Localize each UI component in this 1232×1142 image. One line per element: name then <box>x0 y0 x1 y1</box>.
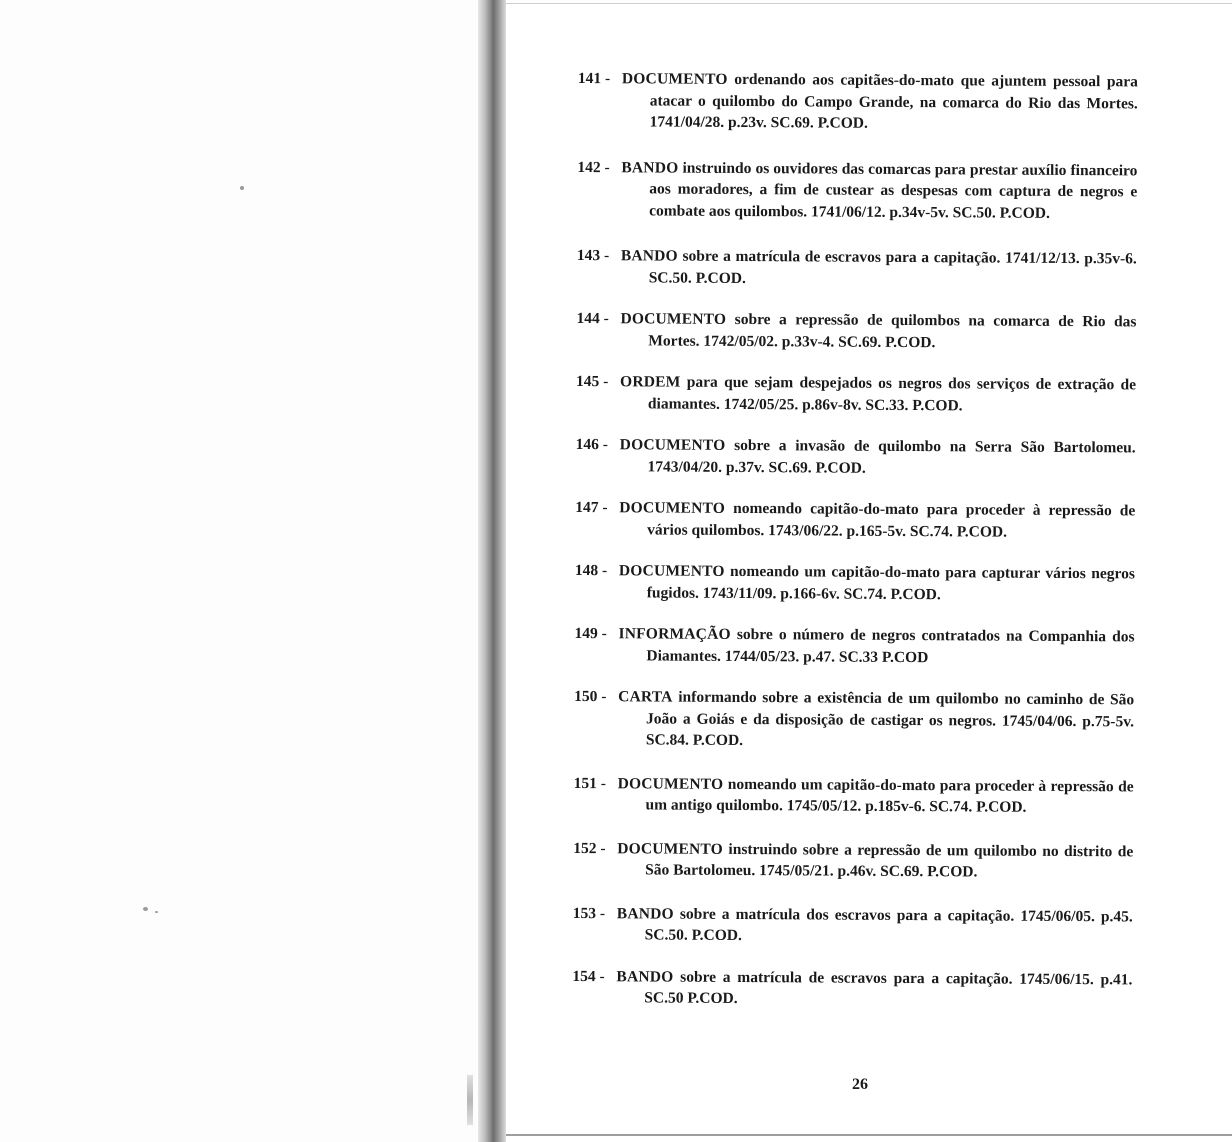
page-number: 26 <box>852 1076 868 1093</box>
entry-number: 150 - <box>574 687 607 706</box>
catalog-entry <box>572 965 1132 1011</box>
entry-number: 146 - <box>575 435 609 454</box>
entry-text: nomeando um capitão-do-mato para proceder à repressão de um antigo quilombo. 1745/05/12. p.185v-6. SC.74. P.COD. <box>645 775 1134 816</box>
entry-text: nomeando um capitão-do-mato para capturar vários negros fugidos. 1743/11/09. p.166-6v. SC.74. P.COD. <box>646 562 1135 603</box>
entry-text: sobre a matrícula de escravos para a capitação. 1745/06/15. p.41. SC.50 P.COD. <box>644 968 1133 1007</box>
entry-text: sobre a matrícula dos escravos para a capitação. 1745/06/05. p.45. SC.50. P.COD. <box>644 905 1133 945</box>
entry-text: sobre a repressão de quilombos na comarca de Rio das Mortes. 1742/05/02. p.33v-4. SC.69. P.COD. <box>648 310 1137 351</box>
entry-list <box>572 68 1138 1012</box>
catalog-entry <box>578 68 1138 136</box>
entry-keyword: INFORMAÇÃO <box>618 625 731 643</box>
entry-keyword: ORDEM <box>620 373 681 391</box>
entry-number: 153 - <box>572 904 606 922</box>
entry-keyword: DOCUMENTO <box>618 562 725 580</box>
entry-keyword: BANDO <box>620 247 678 265</box>
entry-text: sobre a matrícula de escravos para a capitação. 1741/12/13. p.35v-6. SC.50. P.COD. <box>648 247 1137 287</box>
catalog-entry <box>575 497 1135 543</box>
entry-keyword: DOCUMENTO <box>619 499 726 517</box>
entry-number: 149 - <box>574 624 607 643</box>
catalog-entry <box>575 560 1135 606</box>
page-speck <box>143 907 148 911</box>
entry-keyword: DOCUMENTO <box>620 310 727 328</box>
entry-keyword: DOCUMENTO <box>617 774 724 793</box>
entry-number: 148 - <box>574 561 608 580</box>
binding-shadow <box>467 1075 473 1125</box>
page-speck <box>155 911 158 913</box>
entry-text: sobre o número de negros contratados na Companhia dos Diamantes. 1744/05/23. p.47. SC.33 P.COD <box>646 625 1135 666</box>
entry-text: sobre a invasão de quilombo na Serra São Bartolomeu. 1743/04/20. p.37v. SC.69. P.COD. <box>647 436 1136 477</box>
entry-text: ordenando aos capitães-do-mato que ajuntem pessoal para atacar o quilombo do Campo Grande, na comarca do Rio das Mortes. 1741/04/28. p.23v. SC.69. P.COD. <box>649 70 1138 132</box>
entry-number: 145 - <box>576 372 609 391</box>
entry-text: instruindo sobre a repressão de um quilombo no distrito de São Bartolomeu. 1745/05/21. p.46v. SC.69. P.COD. <box>645 840 1134 881</box>
entry-number: 151 - <box>573 774 606 792</box>
entry-keyword: DOCUMENTO <box>621 70 728 88</box>
left-page-blank <box>0 0 478 1142</box>
catalog-entry <box>573 902 1133 948</box>
entry-keyword: CARTA <box>618 688 673 706</box>
entry-number: 143 - <box>576 246 610 265</box>
entry-text: para que sejam despejados os negros dos serviços de extração de diamantes. 1742/05/25. p.86v-8v. SC.33. P.COD. <box>647 373 1137 414</box>
entry-number: 144 - <box>576 309 609 328</box>
catalog-entry <box>576 308 1136 354</box>
entry-keyword: DOCUMENTO <box>619 436 726 454</box>
entry-keyword: DOCUMENTO <box>617 839 724 858</box>
entry-number: 142 - <box>577 158 610 176</box>
right-page <box>506 0 1232 1142</box>
entry-keyword: BANDO <box>616 967 674 986</box>
entry-keyword: BANDO <box>621 158 679 177</box>
catalog-entry <box>574 623 1134 669</box>
catalog-entry <box>577 156 1137 224</box>
book-spine <box>478 0 506 1142</box>
catalog-entry <box>574 686 1134 754</box>
entry-number: 152 - <box>573 839 606 857</box>
catalog-entry <box>576 434 1136 480</box>
entry-number: 147 - <box>575 498 608 517</box>
entry-text: nomeando capitão-do-mato para proceder à repressão de vários quilombos. 1743/06/22. p.165-5v. SC.74. P.COD. <box>647 499 1136 541</box>
entry-text: informando sobre a existência de um quilombo no caminho de São João a Goiás e da disposição de castigar os negros. 1745/04/06. p.75-5v. SC.84. P.COD. <box>645 688 1135 750</box>
catalog-entry <box>573 837 1133 883</box>
catalog-entry <box>576 371 1136 417</box>
page-speck <box>240 186 244 190</box>
entry-text: instruindo os ouvidores das comarcas para prestar auxílio financeiro aos moradores, a fim de custear as despesas com captura de negros e combate aos quilombos. 1741/06/12. p.34v-5v. SC.50. P.COD. <box>649 159 1138 222</box>
entry-number: 141 - <box>577 69 611 88</box>
entry-keyword: BANDO <box>616 904 674 923</box>
entry-number: 154 - <box>572 967 605 985</box>
catalog-entry <box>573 772 1133 818</box>
catalog-entry <box>577 245 1137 291</box>
